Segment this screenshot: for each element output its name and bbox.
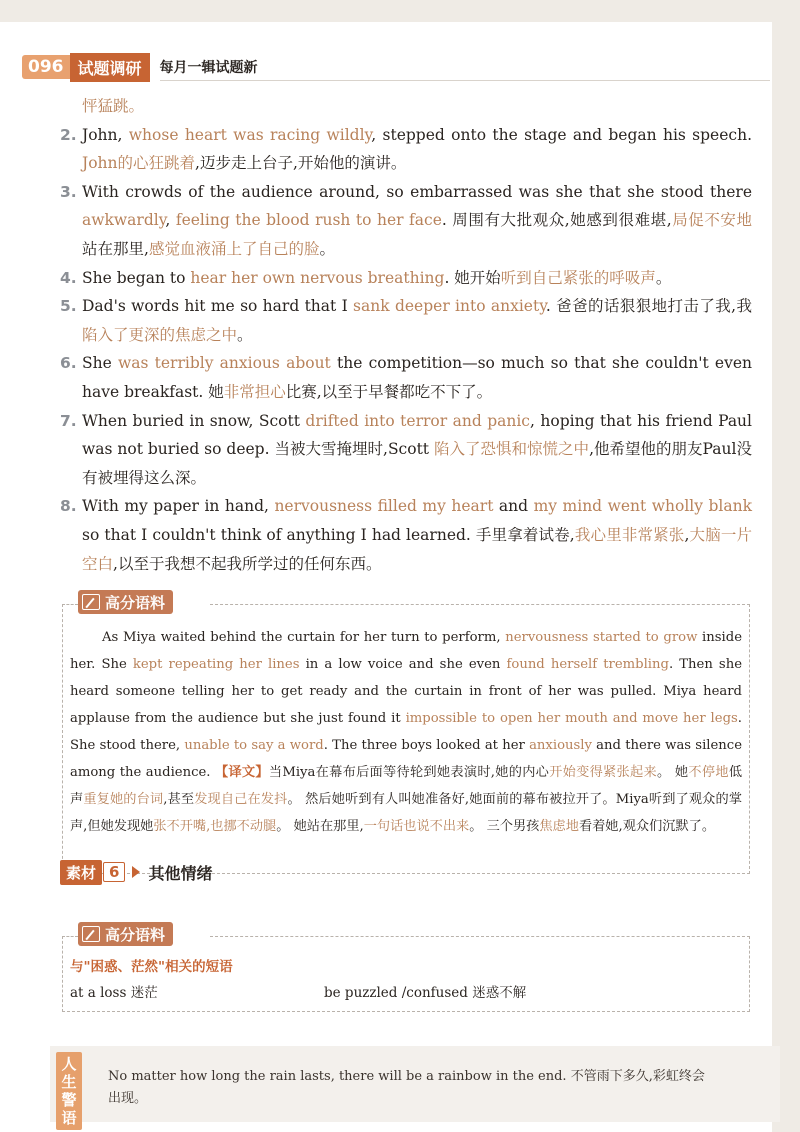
text-segment: in a low voice and she even (299, 657, 507, 672)
section-tag: 试题调研 (70, 53, 150, 82)
text-segment: ,他希望他的朋友Paul没有被埋得这么深。 (82, 440, 752, 487)
text-segment: She (82, 354, 118, 373)
material-number: 6 (103, 862, 125, 882)
text-segment: . The three boys looked at her (323, 738, 530, 753)
highlighted-phrase: feeling the blood rush to her face (175, 211, 442, 230)
phrase-subheading: 与"困惑、茫然"相关的短语 (70, 959, 233, 975)
text-segment: 站在那里, (82, 239, 149, 258)
highlighted-phrase: 陷入了恐惧和惊慌之中 (433, 440, 590, 459)
text-segment: With crowds of the audience around, so embarrassed was she that she stood there (82, 182, 752, 201)
text-segment: 当Miya在幕布后面等待轮到她表演时,她的内心 (268, 765, 550, 780)
example-item (60, 292, 752, 349)
text-segment: ,迈步走上台子,开始他的演讲。 (195, 154, 407, 173)
text-segment: . 她开始 (444, 268, 501, 287)
item-text (82, 407, 752, 493)
item-number (60, 92, 82, 121)
highlighted-phrase: 不停地 (688, 765, 729, 780)
text-segment: , stepped onto the stage and began his speech. (371, 125, 752, 144)
text-segment: . 爸爸的话狠狠地打击了我,我 (545, 297, 752, 316)
text-segment: With my paper in hand, (82, 497, 275, 516)
highlighted-phrase: 局促不安地 (671, 211, 752, 230)
text-segment: 看着她,观众们沉默了。 (578, 819, 716, 834)
text-segment: 。 (237, 325, 253, 344)
text-segment: As Miya waited behind the curtain for her turn to perform, (102, 630, 506, 645)
highlighted-phrase: 开始变得紧张起来 (549, 765, 657, 780)
text-segment: the competition—so much so that she couldn't even have breakfast. 她 (82, 354, 752, 401)
highlighted-phrase: anxiously (529, 738, 592, 753)
section-title: 其他情绪 (148, 863, 213, 883)
quote-passage (70, 624, 742, 840)
text-segment: 低声 (70, 765, 742, 807)
highlighted-phrase: 听到自己紧张的呼吸声 (500, 268, 656, 287)
item-text (82, 264, 752, 293)
highlighted-phrase: was terribly anxious about (117, 354, 331, 373)
highlighted-phrase: 重复她的台词 (83, 792, 164, 807)
item-text (82, 178, 752, 264)
material-tag: 素材 (60, 860, 102, 885)
item-number: 4. (60, 268, 77, 287)
highlighted-phrase: kept repeating her lines (132, 657, 300, 672)
text-segment: 。 三个男孩 (469, 819, 540, 834)
text-segment: She began to (82, 268, 191, 287)
highlighted-phrase: 陷入了更深的焦虑之中 (82, 325, 238, 344)
text-segment: , hoping that his friend Paul was not buried so deep. 当被大雪掩埋时,Scott (82, 411, 752, 459)
example-item (60, 492, 752, 578)
triangle-right-icon (132, 866, 140, 878)
highlighted-phrase: 非常担心 (223, 382, 286, 401)
highlighted-phrase: John的心狂跳着 (82, 154, 196, 173)
example-continuation (60, 92, 752, 121)
highlighted-phrase: 怦猛跳。 (82, 97, 145, 115)
item-number: 7. (60, 411, 77, 430)
highlighted-phrase: hear her own nervous breathing (190, 268, 445, 287)
example-list (60, 92, 752, 578)
highlighted-phrase: impossible to open her mouth and move her legs (405, 711, 738, 726)
item-text (82, 121, 752, 178)
text-segment: 。 她 (656, 765, 689, 780)
item-number: 3. (60, 182, 77, 201)
page-header (22, 52, 258, 82)
highlighted-phrase: 焦虑地 (539, 819, 579, 834)
section-heading (60, 860, 212, 884)
text-segment: and (493, 497, 534, 516)
text-segment: . Then she heard someone telling her to get ready and the curtain in front of her was pulled. Miya heard applause from the audience but she just found it (70, 657, 742, 726)
text-segment: , (165, 211, 176, 230)
footer-quote: No matter how long the rain lasts, there will be a rainbow in the end. 不管雨下多久,彩虹终会出现。 (108, 1069, 705, 1106)
highlighted-phrase: found herself trembling (506, 657, 669, 672)
highlighted-phrase: 感觉血液涌上了自己的脸 (148, 239, 320, 258)
box-top-dash-left (62, 604, 78, 605)
box-label-text: 高分语料 (105, 925, 166, 944)
phrase-item: be puzzled /confused 迷惑不解 (324, 985, 527, 1001)
text-segment: 。 她站在那里, (276, 819, 364, 834)
highlighted-phrase: 我心里非常紧张 (574, 525, 685, 544)
example-item (60, 349, 752, 406)
highlighted-phrase: 大脑一片空白 (82, 525, 752, 573)
item-text (82, 292, 752, 349)
highlighted-phrase: whose heart was racing wildly (128, 125, 372, 144)
item-text (82, 492, 752, 578)
item-number: 5. (60, 297, 77, 316)
item-text (82, 92, 752, 121)
highlighted-phrase: nervousness filled my heart (274, 497, 494, 516)
header-divider (160, 80, 770, 81)
highlighted-phrase: 发现自己在发抖 (194, 792, 288, 807)
example-item (60, 264, 752, 293)
text-segment: inside her. She (70, 630, 743, 672)
text-segment: 。 (319, 239, 335, 258)
highlighted-phrase: 一句话也说不出来 (363, 819, 470, 834)
text-segment: Dad's words hit me so hard that I (82, 297, 354, 316)
passage-english (70, 630, 742, 780)
text-segment: , (684, 525, 690, 544)
text-segment: and there was silence among the audience. (70, 738, 742, 780)
example-item (60, 178, 752, 264)
item-number: 2. (60, 125, 77, 144)
series-title: 每月一辑试题新 (159, 60, 258, 76)
item-text (82, 349, 752, 406)
text-segment: so that I couldn't think of anything I had learned. 手里拿着试卷, (82, 525, 575, 544)
highlighted-phrase: drifted into terror and panic (305, 411, 530, 430)
item-number: 6. (60, 354, 77, 373)
text-segment: . She stood there, (70, 711, 742, 753)
highlighted-phrase: 张不开嘴,也挪不动腿 (153, 819, 277, 834)
highlighted-phrase: unable to say a word (184, 738, 324, 753)
text-segment: ,甚至 (163, 792, 195, 807)
text-segment: John, (82, 125, 129, 144)
text-segment: 。 然后她听到有人叫她准备好,她面前的幕布被拉开了。Miya听到了观众的掌声,但她发现她 (70, 792, 743, 834)
translation-tag: 【译文】 (214, 765, 269, 780)
example-item (60, 121, 752, 178)
highlighted-phrase: my mind went wholly blank (533, 497, 753, 516)
text-segment: . 周围有大批观众,她感到很难堪, (441, 211, 672, 230)
phrase-item: at a loss 迷茫 (70, 985, 158, 1001)
text-segment: When buried in snow, Scott (82, 411, 306, 430)
text-segment: 比赛,以至于早餐都吃不下了。 (285, 382, 493, 401)
page-number: 096 (22, 55, 70, 79)
highlighted-phrase: nervousness started to grow (505, 630, 698, 645)
example-item (60, 407, 752, 493)
highlighted-phrase: awkwardly (82, 211, 166, 230)
item-number: 8. (60, 497, 77, 516)
box-label-text: 高分语料 (105, 593, 166, 612)
footer-tag: 人生警语 (56, 1052, 82, 1130)
text-segment: 。 (655, 268, 672, 287)
text-segment: ,以至于我想不起我所学过的任何东西。 (113, 554, 382, 573)
highlighted-phrase: sank deeper into anxiety (353, 297, 546, 316)
